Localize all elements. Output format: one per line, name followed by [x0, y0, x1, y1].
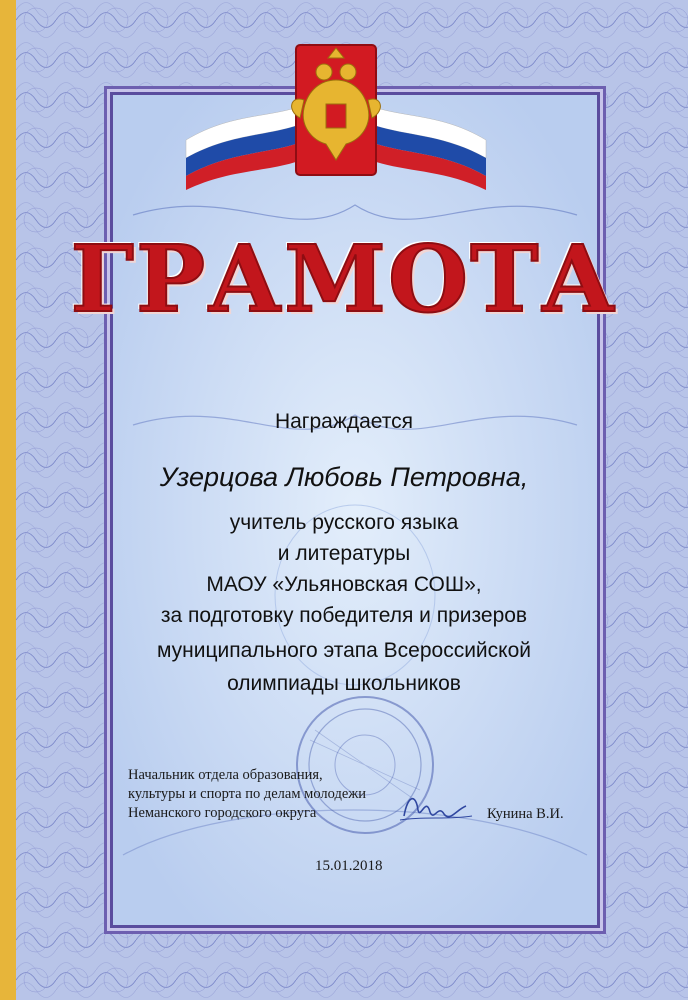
description-line: муниципального этапа Всероссийской — [156, 639, 532, 662]
description-line: МАОУ «Ульяновская СОШ», — [206, 573, 482, 596]
issue-date: 15.01.2018 — [315, 858, 383, 874]
signatory-position-line: Неманского городского округа — [128, 805, 317, 821]
description-line: учитель русского языка — [229, 511, 459, 534]
signer-name: Кунина В.И. — [487, 806, 564, 822]
description-line: за подготовку победителя и призеров — [160, 604, 528, 627]
description-line: олимпиады школьников — [227, 672, 461, 695]
recipient-name: Узерцова Любовь Петровна, — [159, 462, 529, 492]
certificate-title: ГРАМОТА — [70, 225, 618, 333]
russian-coat-of-arms-icon — [176, 40, 496, 190]
awarded-label: Награждается — [274, 410, 414, 433]
handwritten-signature-icon — [396, 786, 476, 830]
signatory-position-line: Начальник отдела образования, — [128, 767, 323, 783]
description-line: и литературы — [277, 542, 411, 565]
signatory-position — [128, 766, 366, 823]
signatory-position-line: культуры и спорта по делам молодежи — [128, 786, 367, 802]
